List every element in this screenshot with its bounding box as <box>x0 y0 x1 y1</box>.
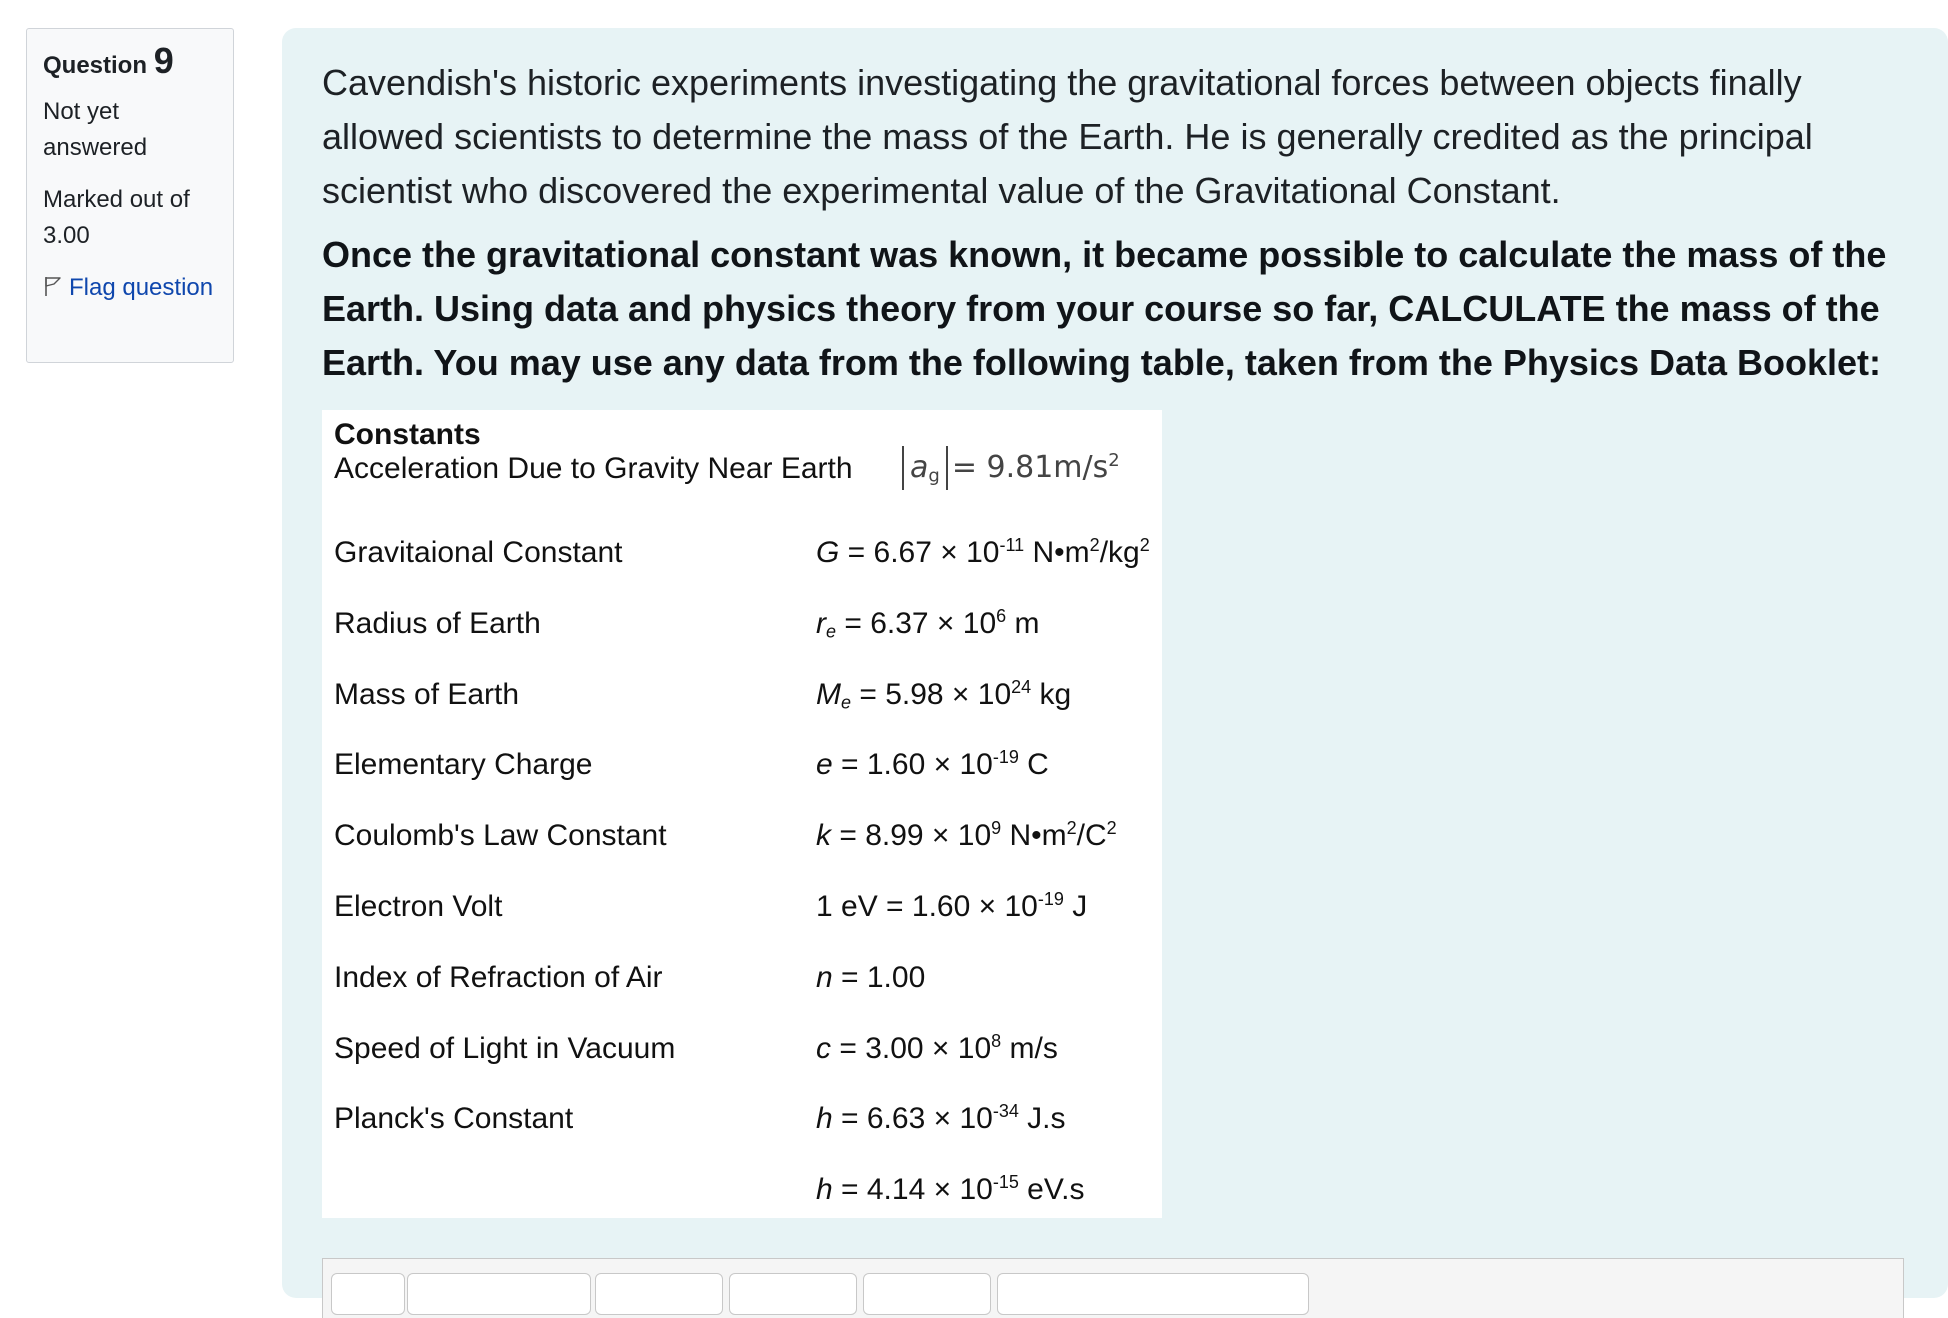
constant-value: $e = 1.60 \times 10^{-19}$ C <box>816 747 1049 782</box>
toolbar-list-group[interactable] <box>729 1273 857 1315</box>
constant-value: $G = 6.67 \times 10^{-11}$ $N•m^2/kg^2$ <box>816 535 1150 569</box>
toolbar-toggle-button[interactable] <box>331 1273 405 1315</box>
question-prompt: Once the gravitational constant was known, it became possible to calculate the mass of the Earth. Using data and physics theory from your course so far, CALCULATE the mass of the Earth. You may use any data from the following table, taken from the Physics Data Booklet: <box>322 234 1887 383</box>
flag-question-link[interactable] <box>43 270 217 306</box>
toolbar-format-group[interactable] <box>595 1273 723 1315</box>
question-state: Not yet answered <box>43 98 148 161</box>
constant-label: Elementary Charge <box>334 748 593 782</box>
flag-icon <box>43 275 63 297</box>
constant-label: Coulomb's Law Constant <box>334 819 667 853</box>
question-grade: Marked out of 3.00 <box>43 186 190 249</box>
toolbar-link-group[interactable] <box>863 1273 991 1315</box>
question-info-panel <box>26 28 234 363</box>
constant-label: Mass of Earth <box>334 677 520 711</box>
constant-value: 1 eV = $1.60 \times 10^{-19}$ J <box>816 889 1088 923</box>
table-row <box>334 945 1150 1016</box>
constant-value: $M_e = 5.98 \times 10^{24}$ kg <box>816 676 1072 713</box>
constant-value: $h = 6.63 \times 10^{-34}$ J.s <box>816 1101 1066 1136</box>
table-row <box>334 1016 1150 1087</box>
constant-value: $k = 8.99 \times 10^9$ $N•m^2/C^2$ <box>816 818 1117 853</box>
constant-label: Gravitaional Constant <box>334 536 623 569</box>
table-row <box>334 803 1150 874</box>
question-content <box>282 28 1948 1298</box>
question-intro: Cavendish's historic experiments investigating the gravitational forces between objects finally allowed scientists to determine the mass of the Earth. He is generally credited as the principal scientist who discovered the experimental value of the Gravitational Constant. <box>322 62 1813 211</box>
toolbar-media-group[interactable] <box>997 1273 1309 1315</box>
constant-label: Index of Refraction of Air <box>334 960 663 994</box>
table-row <box>334 520 1150 591</box>
constant-value: $a_g = 9.81m/s^2$ <box>902 446 1120 490</box>
constant-label: Planck's Constant <box>334 1102 574 1136</box>
constant-value: $h = 4.14 \times 10^{-15}$ eV.s <box>816 1172 1085 1207</box>
constant-label: Radius of Earth <box>334 606 541 640</box>
question-title <box>43 40 217 84</box>
table-row <box>334 874 1150 945</box>
constant-value: $r_e = 6.37 \times 10^6$ m <box>816 606 1040 642</box>
constant-label: Electron Volt <box>334 889 503 923</box>
answer-editor-toolbar <box>322 1258 1904 1318</box>
question-label: Question <box>43 52 148 79</box>
constant-value: $c = 3.00 \times 10^8$ m/s <box>816 1030 1058 1065</box>
constant-label: Acceleration Due to Gravity Near Earth <box>334 452 853 485</box>
table-row <box>334 732 1150 803</box>
constants-heading: Constants <box>334 418 481 451</box>
toolbar-style-select[interactable] <box>407 1273 591 1315</box>
table-row <box>334 1157 1150 1228</box>
constant-value: n = 1.00 <box>816 960 926 994</box>
table-row <box>334 591 1150 662</box>
constants-table <box>322 410 1162 1218</box>
constant-label: Speed of Light in Vacuum <box>334 1031 676 1065</box>
question-number: 9 <box>153 40 174 81</box>
table-row <box>334 452 1150 520</box>
table-row <box>334 1086 1150 1157</box>
flag-question-label: Flag question <box>69 274 214 301</box>
table-row <box>334 662 1150 733</box>
